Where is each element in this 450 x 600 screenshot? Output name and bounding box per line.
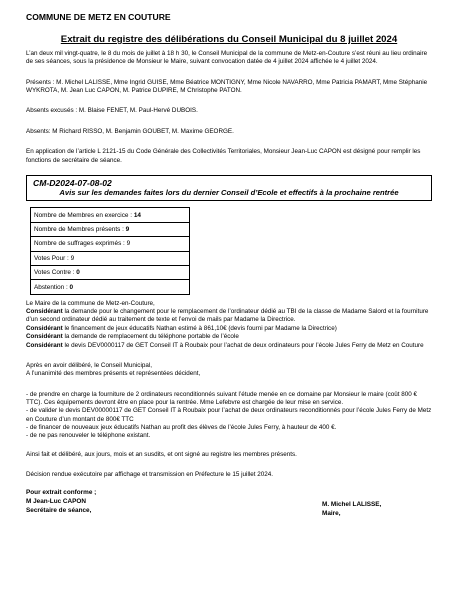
considerant-keyword: Considérant xyxy=(26,341,63,349)
vote-label: Nombre de Membres présents : xyxy=(34,225,126,233)
decision-preamble xyxy=(26,362,432,379)
decision-vote: A l’unanimité des membres présents et représentées décident, xyxy=(26,370,201,378)
considerant-item xyxy=(26,342,432,350)
signature-line: M. Michel LALISSE, xyxy=(322,501,382,509)
vote-label: Nombre de Membres en exercice : xyxy=(34,211,134,219)
table-row xyxy=(31,237,190,251)
deliberation-header-box xyxy=(26,175,432,201)
vote-value: 0 xyxy=(69,283,74,291)
vote-value: 9 xyxy=(125,225,130,233)
secretaire-paragraph: En application de l’article L 2121-15 du Code Générale des Collectivités Territoriales, Monsieur Jean-Luc CAPON est désigné pour remplir les fonctions de secrétaire de séance. xyxy=(26,148,421,164)
considerant-text: la demande pour le changement pour le remplacement de l’ordinateur dédié au TBI de la classe de Madame Salord et la fourniture d’un second ordinateur dédié au traitement de texte et l’envoi de mails par Madame la Directrice. xyxy=(26,308,429,324)
vote-label: Votes Contre : xyxy=(34,269,77,277)
considerant-keyword: Considérant xyxy=(26,333,63,341)
vote-value: 0 xyxy=(76,269,80,277)
signature-line: Secrétaire de séance, xyxy=(26,506,92,514)
votes-table xyxy=(30,207,190,294)
list-item: - de prendre en charge la fourniture de 2 ordinateurs reconditionnés suivant l’étude menée en ce domaine par Monsieur le maire (coût 800 € TTC). Ces équipements devront être en place pour la rentrée. Mme Lefebvre est chargée de leur mise en service. xyxy=(26,390,417,406)
signature-line: Maire, xyxy=(322,510,341,518)
commune-name: COMMUNE DE METZ EN COUTURE xyxy=(26,12,171,22)
considerant-text: la demande de remplacement du téléphone portable de l’école xyxy=(62,333,239,341)
secretary-signature xyxy=(26,489,96,515)
table-row xyxy=(31,265,190,279)
considerant-item xyxy=(26,325,432,333)
considerant-keyword: Considérant xyxy=(26,324,63,332)
table-row xyxy=(31,251,190,265)
table-row xyxy=(31,208,190,222)
excuses-paragraph: Absents excusés : M. Blaise FENET, M. Paul-Hervé DUBOIS. xyxy=(26,107,198,115)
considerant-keyword: Considérant xyxy=(26,308,63,316)
vote-value: 9 xyxy=(126,240,131,248)
document-title: Extrait du registre des délibérations du Conseil Municipal du 8 juillet 2024 xyxy=(60,34,398,45)
ainsi-paragraph: Ainsi fait et délibéré, aux jours, mois et an susdits, et ont signé au registre les membres présents. xyxy=(26,450,297,458)
considerant-text: le devis DEV0000117 de GET Conseil IT à Roubaix pour l’achat de deux ordinateurs pour l’école Jules Ferry de Metz en Couture xyxy=(62,341,424,349)
considerant-text: le financement de jeux éducatifs Nathan estimé à 861,10€ (devis fourni par Madame la Directrice) xyxy=(62,324,337,332)
considerants-section xyxy=(26,300,432,350)
vote-value: 9 xyxy=(70,254,75,262)
vote-cell xyxy=(31,265,190,279)
execution-paragraph: Décision rendue exécutoire par affichage et transmission en Préfecture le 15 juillet 2024. xyxy=(26,471,274,479)
considerant-item xyxy=(26,333,432,341)
intro-paragraph: L’an deux mil vingt-quatre, le 8 du mois de juillet à 18 h 30, le Conseil Municipal de la commune de Metz-en-Couture s’est réuni au lieu ordinaire de ses séances, sous la présidence de Monsieur le Maire, suivant convocation datée de 4 juillet 2024 affichée le 4 juillet 2024. xyxy=(26,50,428,66)
vote-label: Nombre de suffrages exprimés : xyxy=(34,240,127,248)
deliberation-code: CM-D2024-07-08-02 xyxy=(33,177,112,188)
vote-cell xyxy=(31,251,190,265)
list-item: - de ne pas renouveler le téléphone existant. xyxy=(26,432,151,440)
vote-value: 14 xyxy=(133,211,141,219)
motif-opening: Le Maire de la commune de Metz-en-Couture, xyxy=(26,299,155,307)
vote-cell xyxy=(31,222,190,236)
absents-paragraph: Absents: M Richard RISSO, M. Benjamin GOUBET, M. Maxime GEORGE. xyxy=(26,127,234,135)
list-item: - de financer de nouveaux jeux éducatifs Nathan au profit des élèves de l’école Jules Ferry, à hauteur de 400 €. xyxy=(26,424,337,432)
vote-cell xyxy=(31,237,190,251)
deliberation-title: Avis sur les demandes faites lors du dernier Conseil d’Ecole et effectifs à la prochaine rentrée xyxy=(59,187,399,197)
table-row xyxy=(31,222,190,236)
vote-label: Votes Pour : xyxy=(34,254,71,262)
presents-paragraph: Présents : M. Michel LALISSE, Mme Ingrid GUISE, Mme Béatrice MONTIGNY, Mme Nicole NAVARRO, Mme Patricia PAMART, Mme Stéphanie WYKROTA, M. Jean Luc CAPON, M. Patrice DUPIRE, M Christophe PATON. xyxy=(26,78,428,95)
signature-line: M Jean-Luc CAPON xyxy=(26,498,87,506)
decisions-list xyxy=(26,391,432,441)
signature-block xyxy=(26,489,432,529)
list-item: - de valider le devis DEV00000117 de GET Conseil IT à Roubaix pour l’achat de deux ordinateurs reconditionnés pour l’école Jules Ferry de Metz en Couture d’un montant de 800€ TTC xyxy=(26,407,432,423)
decision-intro: Après en avoir délibéré, le Conseil Municipal, xyxy=(26,361,153,369)
vote-label: Abstention : xyxy=(34,283,70,291)
vote-cell xyxy=(31,208,190,222)
table-row xyxy=(31,280,190,294)
considerant-item xyxy=(26,308,432,325)
signature-line: Pour extrait conforme ; xyxy=(26,489,97,497)
mayor-signature xyxy=(322,501,381,518)
vote-cell xyxy=(31,280,190,294)
